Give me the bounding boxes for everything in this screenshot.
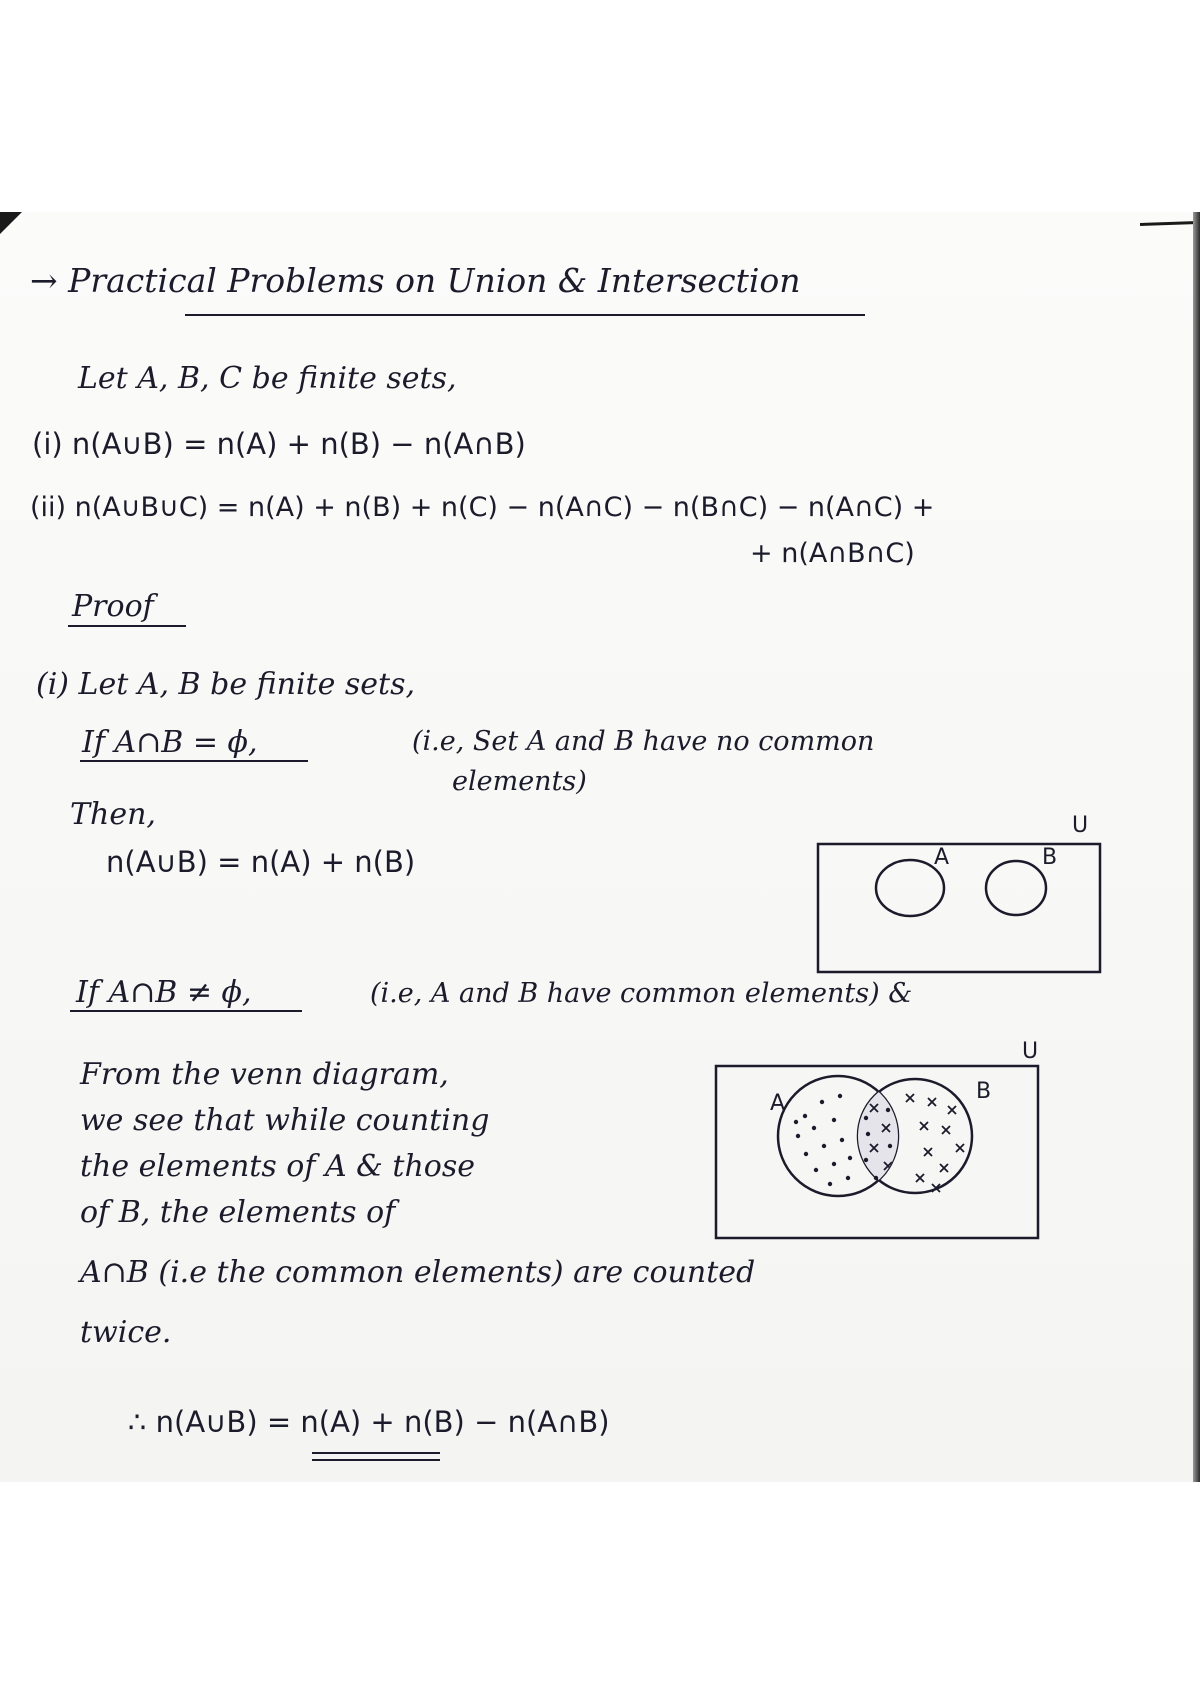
page-title: → Practical Problems on Union & Intersection — [30, 261, 801, 300]
case2-condition: If A∩B ≠ ϕ, — [76, 975, 252, 1010]
overlap-venn-diagram — [710, 1036, 1050, 1246]
conclusion-underline-2 — [312, 1459, 440, 1461]
case1-note-line1: (i.e, Set A and B have no common — [412, 726, 875, 757]
case1-note-line2: elements) — [452, 766, 587, 797]
set-b-label: B — [1042, 845, 1058, 870]
proof-underline — [68, 625, 186, 627]
conclusion-formula: ∴ n(A∪B) = n(A) + n(B) − n(A∩B) — [128, 1405, 610, 1439]
page-corner-shadow — [0, 212, 22, 234]
page-edge-shadow — [1193, 212, 1200, 1482]
case1-underline — [80, 760, 308, 762]
proof-heading: Proof — [72, 589, 154, 624]
case2-underline — [70, 1010, 302, 1012]
set-b-label: B — [976, 1079, 992, 1104]
explanation-line-4: of B, the elements of — [80, 1195, 396, 1230]
title-underline — [185, 314, 865, 316]
intro-line: Let A, B, C be finite sets, — [78, 361, 457, 396]
explanation-line-5: A∩B (i.e the common elements) are counted — [80, 1255, 756, 1290]
formula-union-three-sets-line1: (ii) n(A∪B∪C) = n(A) + n(B) + n(C) − n(A∩C) − n(B∩C) − n(A∩C) + — [30, 492, 935, 523]
formula-union-two-sets: (i) n(A∪B) = n(A) + n(B) − n(A∩B) — [32, 427, 526, 461]
case2-note: (i.e, A and B have common elements) & — [370, 978, 913, 1009]
then-label: Then, — [70, 797, 156, 832]
set-b-circle — [986, 861, 1046, 915]
case1-result: n(A∪B) = n(A) + n(B) — [106, 845, 416, 879]
conclusion-underline-1 — [312, 1452, 440, 1454]
proof-line-1: (i) Let A, B be finite sets, — [36, 667, 416, 702]
explanation-line-2: we see that while counting — [80, 1103, 490, 1138]
case1-condition: If A∩B = ϕ, — [82, 725, 258, 760]
set-a-label: A — [934, 845, 950, 870]
set-a-label: A — [770, 1091, 786, 1116]
explanation-line-6: twice. — [80, 1315, 172, 1350]
explanation-line-3: the elements of A & those — [80, 1149, 476, 1184]
universe-box — [818, 844, 1100, 972]
formula-union-three-sets-line2: + n(A∩B∩C) — [750, 538, 915, 569]
universe-label: U — [1022, 1039, 1039, 1064]
disjoint-venn-diagram — [810, 800, 1110, 980]
explanation-line-1: From the venn diagram, — [80, 1057, 449, 1092]
universe-label: U — [1072, 813, 1089, 838]
set-a-dots — [794, 1094, 852, 1186]
